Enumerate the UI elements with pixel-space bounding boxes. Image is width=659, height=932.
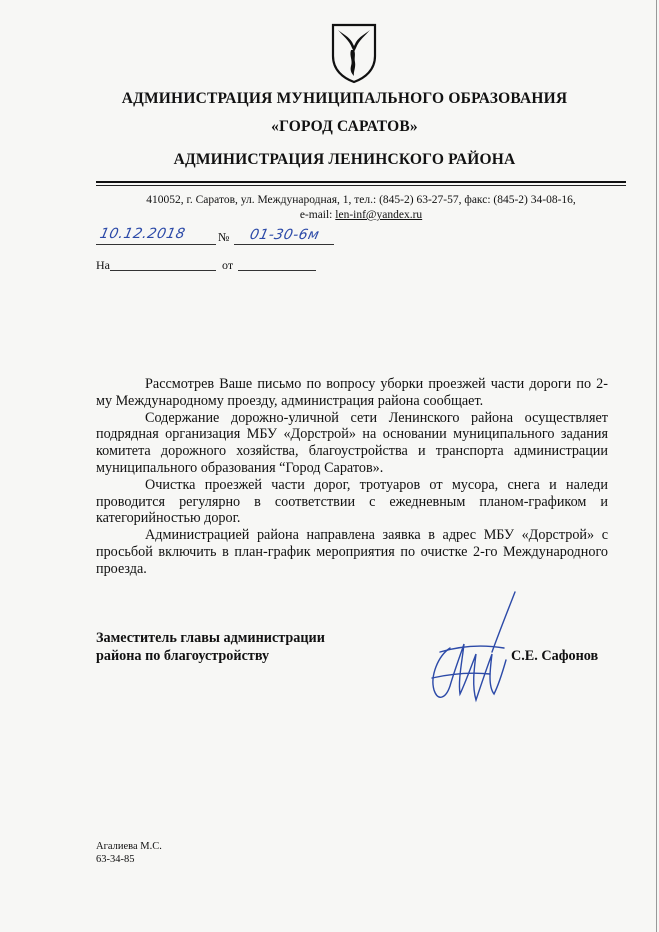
body-paragraph-2: Содержание дорожно-уличной сети Ленинского района осуществляет подрядная организация МБУ «Дорстрой» на основании муниципального задания комитета дорожного хозяйства, благоустройства и транспорта администрации муниципального образования “Город Саратов». — [96, 409, 608, 476]
ot-underline — [238, 270, 316, 271]
coat-of-arms-icon — [329, 22, 379, 84]
signatory-name: С.Е. Сафонов — [511, 648, 599, 664]
na-label: На — [96, 258, 110, 272]
header-line-1: АДМИНИСТРАЦИЯ МУНИЦИПАЛЬНОГО ОБРАЗОВАНИЯ — [121, 90, 568, 107]
handwritten-date: 10.12.2018 — [98, 226, 187, 242]
email-prefix: e-mail: — [299, 209, 336, 221]
body-paragraph-3: Очистка проезжей части дорог, тротуаров от мусора, снега и наледи проводится регулярно в соответствии с ежедневным планом-графиком и категорийностью дорог. — [96, 476, 608, 527]
email-line — [96, 208, 626, 222]
ot-label: от — [222, 258, 234, 272]
handwritten-number: 01-30-6м — [248, 227, 321, 243]
number-sign: № — [218, 230, 230, 244]
body-paragraph-4: Администрацией района направлена заявка в адрес МБУ «Дорстрой» с просьбой включить в план-график мероприятия по очистке 2-го Международного проезда. — [96, 527, 608, 577]
header-line-3: АДМИНИСТРАЦИЯ ЛЕНИНСКОГО РАЙОНА — [173, 151, 516, 168]
signatory-title — [96, 630, 325, 665]
na-underline — [110, 270, 216, 271]
executor-name: Агалиева М.С. — [96, 841, 162, 852]
date-underline — [96, 244, 216, 245]
header-line-2: «ГОРОД САРАТОВ» — [271, 118, 418, 135]
body-paragraph-1: Рассмотрев Ваше письмо по вопросу уборки проезжей части дороги по 2-му Международному проезду, администрация района сообщает. — [96, 376, 608, 409]
number-underline — [234, 244, 334, 245]
page-edge — [656, 0, 657, 932]
letter-body — [96, 376, 608, 578]
executor-phone: 63-34-85 — [96, 854, 135, 865]
header-rule-thin — [96, 185, 626, 186]
address-line: 410052, г. Саратов, ул. Международная, 1, тел.: (845-2) 63-27-57, факс: (845-2) 34-08-16, — [146, 194, 576, 206]
header-rule-thick — [96, 181, 626, 183]
email-link[interactable]: len-inf@yandex.ru — [335, 209, 423, 221]
signatory-title-line-1: Заместитель главы администрации — [96, 630, 325, 646]
executor-info — [96, 840, 162, 866]
signatory-title-line-2: района по благоустройству — [96, 647, 270, 664]
